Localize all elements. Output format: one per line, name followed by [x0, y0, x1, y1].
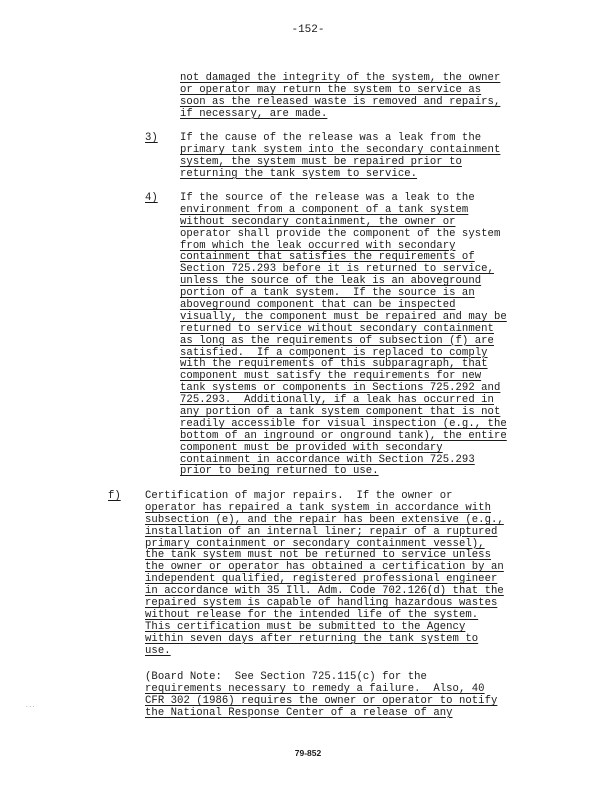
text-line: Section 725.293 before it is returned to service, — [180, 263, 494, 276]
text-line: operator has repaired a tank system in accordance with — [145, 501, 491, 514]
text-line: without secondary containment, the owner or — [180, 215, 456, 228]
continuation-paragraph — [180, 73, 500, 121]
item-3-text — [180, 133, 500, 181]
page-number: -152- — [291, 24, 325, 36]
text-line: independent qualified, registered professional engineer — [145, 573, 498, 586]
text-line: primary containment or secondary containment vessel), — [145, 537, 485, 550]
text-line: with the requirements of this subparagraph, that — [180, 358, 488, 371]
item-4-label: 4) — [145, 192, 158, 204]
text-line: if necessary, are made. — [180, 107, 328, 120]
text-line: Certification of major repairs. If the owner or — [145, 490, 453, 502]
footer-page-code: 79-852 — [294, 748, 322, 758]
text-line: within seven days after returning the tank system to — [145, 632, 479, 645]
text-line: component must be provided with secondary — [180, 441, 443, 454]
text-line: If the source of the release was a leak to the — [180, 192, 475, 204]
text-line: soon as the released waste is removed and repairs, — [180, 95, 501, 108]
text-line: returned to service without secondary containment — [180, 322, 494, 335]
text-line: bottom of an inground or onground tank), the entire — [180, 429, 507, 442]
text-line: If the cause of the release was a leak from the — [180, 132, 482, 144]
text-line: the tank system must not be returned to service unless — [145, 549, 491, 562]
text-line: without release for the intended life of the system. — [145, 608, 479, 621]
board-note — [145, 672, 497, 720]
text-line: component must satisfy the requirements for new — [180, 370, 482, 383]
text-line: primary tank system into the secondary containment — [180, 143, 501, 156]
margin-mark: . . . — [26, 703, 35, 709]
text-line: repaired system is capable of handling hazardous wastes — [145, 597, 498, 610]
text-line: containment that satisfies the requirements of — [180, 251, 475, 264]
text-line: as long as the requirements of subsection (f) are — [180, 334, 494, 347]
text-line: environment from a component of a tank system — [180, 203, 469, 216]
text-line: installation of an internal liner; repair of a ruptured — [145, 525, 498, 538]
item-3-label: 3) — [145, 132, 158, 144]
text-line: containment in accordance with Section 725.293 — [180, 453, 475, 466]
text-line: any portion of a tank system component that is not — [180, 406, 501, 419]
text-line: This certification must be submitted to the Agency — [145, 620, 466, 633]
text-line: requirements necessary to remedy a failure. Also, 40 — [145, 682, 485, 695]
text-line: not damaged the integrity of the system, the owner — [180, 72, 501, 84]
text-line: tank systems or components in Sections 725.292 and — [180, 382, 501, 395]
item-4-text — [180, 193, 507, 478]
text-line: subsection (e), and the repair has been extensive (e.g., — [145, 513, 504, 526]
text-line: the owner or operator has obtained a certification by an — [145, 561, 504, 574]
text-line: from which the leak occurred with secondary — [180, 239, 456, 252]
text-line: in accordance with 35 Ill. Adm. Code 702.126(d) that the — [145, 585, 504, 598]
text-line: portion of a tank system. If the source is an — [180, 287, 475, 300]
text-line: satisfied. If a component is replaced to comply — [180, 346, 488, 359]
text-line: CFR 302 (1986) requires the owner or operator to notify — [145, 694, 498, 707]
text-line: visually, the component must be repaired and may be — [180, 310, 507, 323]
text-line: (Board Note: See Section 725.115(c) for the — [145, 671, 427, 683]
text-line: system, the system must be repaired prior to — [180, 155, 462, 168]
text-line: aboveground component that can be inspected — [180, 299, 456, 312]
text-line: unless the source of the leak is an aboveground — [180, 275, 482, 288]
text-line: prior to being returned to use. — [180, 465, 379, 478]
text-line: use. — [145, 644, 171, 657]
text-line: the National Response Center of a release of any — [145, 706, 453, 719]
text-line: readily accessible for visual inspection (e.g., the — [180, 417, 507, 430]
text-line: or operator may return the system to service as — [180, 83, 482, 96]
item-f-text — [145, 491, 504, 657]
text-line: returning the tank system to service. — [180, 167, 418, 180]
text-line: 725.293. Additionally, if a leak has occurred in — [180, 394, 494, 407]
item-f-label: f) — [108, 490, 121, 502]
text-line: operator shall provide the component of the system — [180, 227, 501, 240]
